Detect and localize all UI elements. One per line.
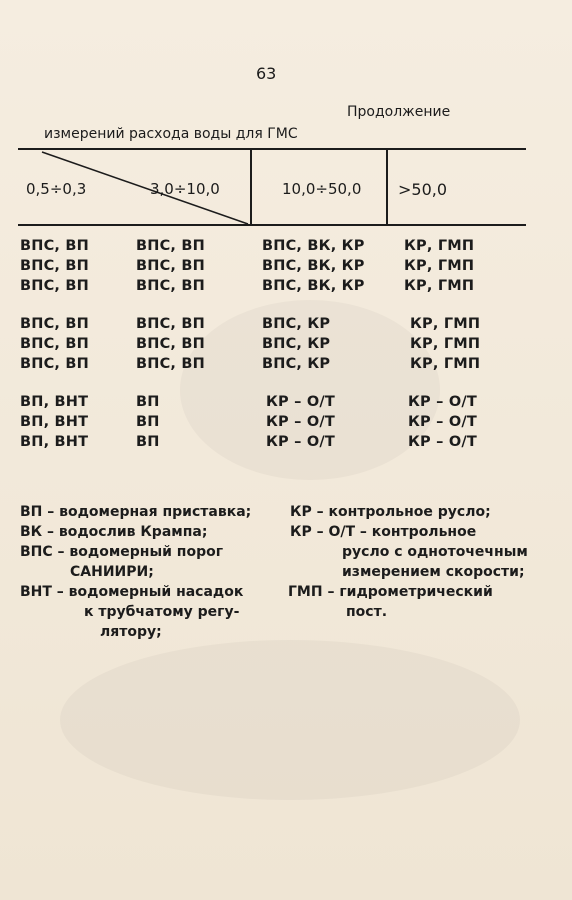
table-cell: ВПС, ВП — [20, 316, 89, 332]
legend-left-line: САНИИРИ; — [70, 564, 154, 580]
continuation-label: Продолжение — [347, 104, 451, 120]
legend-left-line: лятору; — [100, 624, 162, 640]
table-cell: КР, ГМП — [410, 356, 481, 372]
table-cell: КР – О/Т — [266, 394, 335, 410]
table-cell: ВПС, ВП — [136, 356, 205, 372]
table-cell: ВПС, ВК, КР — [262, 278, 365, 294]
table-cell: ВПС, КР — [262, 336, 331, 352]
table-cell: ВПС, ВП — [20, 258, 89, 274]
table-cell: ВПС, ВП — [20, 278, 89, 294]
table-cell: ВПС, КР — [262, 356, 331, 372]
table-cell: КР, ГМП — [410, 316, 481, 332]
header-range-mid: 3,0÷10,0 — [150, 180, 220, 198]
table-cell: ВПС, ВП — [136, 278, 205, 294]
table-cell: ВПС, ВП — [136, 238, 205, 254]
legend-left-line: ВПС – водомерный порог — [20, 544, 224, 560]
table-cell: ВПС, ВП — [20, 238, 89, 254]
legend-left-line: ВНТ – водомерный насадок — [20, 584, 244, 600]
legend-right-line: КР – контрольное русло; — [290, 504, 491, 520]
legend-right-line: КР – О/Т – контрольное — [290, 524, 477, 540]
table-cell: ВПС, ВП — [136, 316, 205, 332]
table-cell: КР – О/Т — [266, 414, 335, 430]
table-cell: ВП — [136, 394, 160, 410]
table-cell: ВП, ВНТ — [20, 434, 89, 450]
table-cell: ВП — [136, 434, 160, 450]
table-cell: ВП, ВНТ — [20, 394, 89, 410]
header-range-top: >50,0 — [398, 180, 448, 199]
table-cell: КР, ГМП — [404, 278, 475, 294]
legend-right-line: измерением скорости; — [342, 564, 525, 580]
table-cell: ВП — [136, 414, 160, 430]
legend-left-line: ВК – водослив Крампа; — [20, 524, 208, 540]
legend-left-line: к трубчатому регу- — [84, 604, 240, 620]
header-range-low: 0,5÷0,3 — [26, 180, 87, 198]
table-cell: ВПС, ВП — [136, 336, 205, 352]
legend-right-line: пост. — [346, 604, 388, 620]
table-cell: ВП, ВНТ — [20, 414, 89, 430]
table-cell: ВПС, ВП — [20, 336, 89, 352]
table-cell: КР, ГМП — [404, 238, 475, 254]
table-cell: КР, ГМП — [410, 336, 481, 352]
table-cell: КР, ГМП — [404, 258, 475, 274]
table-cell: ВПС, ВК, КР — [262, 258, 365, 274]
legend-right-line: ГМП – гидрометрический — [288, 584, 493, 600]
table-cell: ВПС, ВК, КР — [262, 238, 365, 254]
table-cell: ВПС, ВП — [136, 258, 205, 274]
table-cell: КР – О/Т — [408, 434, 477, 450]
legend-left-line: ВП – водомерная приставка; — [20, 504, 252, 520]
table-caption: измерений расхода воды для ГМС — [44, 126, 298, 142]
table-cell: ВПС, ВП — [20, 356, 89, 372]
table-cell: КР – О/Т — [266, 434, 335, 450]
table-cell: ВПС, КР — [262, 316, 331, 332]
column-divider-2 — [386, 148, 388, 224]
table-cell: КР – О/Т — [408, 414, 477, 430]
table-cell: КР – О/Т — [408, 394, 477, 410]
page-number: 63 — [256, 64, 277, 83]
paper-stain — [60, 640, 520, 800]
legend-right-line: русло с одноточечным — [342, 544, 528, 560]
header-range-high: 10,0÷50,0 — [282, 180, 362, 198]
